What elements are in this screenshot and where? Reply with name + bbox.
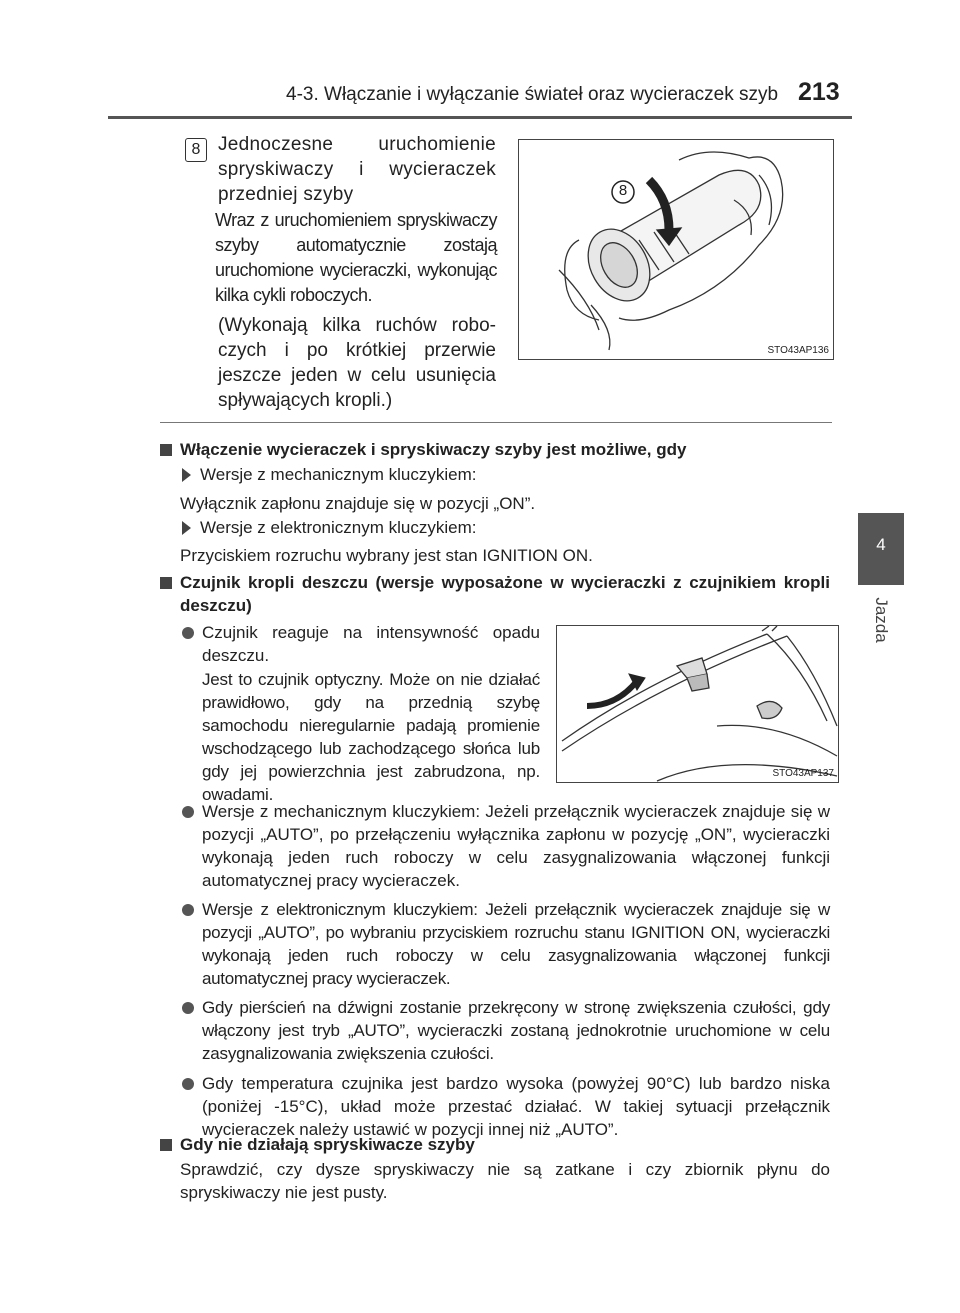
round-bullet-icon xyxy=(182,627,194,639)
section-square-icon xyxy=(160,577,172,589)
triangle-bullet-icon xyxy=(182,468,191,482)
section-square-icon xyxy=(160,1139,172,1151)
figure-code: STO43AP136 xyxy=(767,345,829,356)
item-number-badge: 8 xyxy=(185,138,207,162)
section-divider xyxy=(160,422,832,423)
chapter-label xyxy=(858,590,904,650)
header-title: 4-3. Włączanie i wyłączanie świateł oraz wycieraczek szyb xyxy=(286,84,779,105)
callout-number: 8 xyxy=(618,182,628,199)
bullet-text: Wersje z mechanicznym kluczykiem: Jeżeli przełącznik wycieraczek znajduje się w pozycji „AUTO”, po przełączeniu wyłącznika zapłonu w pozycję „ON”, wycieraczki wykonają jeden ruch roboczy w celu zasygnalizowania włączonej funkcji automatycznej pracy wycieraczek. xyxy=(202,802,830,890)
page-header xyxy=(0,70,960,120)
chapter-label-text: Jazda xyxy=(872,597,891,643)
header-rule xyxy=(108,116,852,119)
windshield-drawing xyxy=(557,626,838,782)
paragraph: Sprawdzić, czy dysze spryskiwaczy nie są zatkane i czy zbiornik płynu do spryskiwaczy nie jest pusty. xyxy=(180,1160,830,1202)
round-bullet-icon xyxy=(182,904,194,916)
bullet-text: Czujnik reaguje na intensywność opadu deszczu. xyxy=(202,623,540,665)
figure-code: STO43AP137 xyxy=(772,768,834,779)
wiper-lever-drawing xyxy=(519,140,833,359)
bullet-text: Gdy pierścień na dźwigni zostanie przekręcony w stronę zwiększenia czułości, gdy włączony jest tryb „AUTO”, wycieraczki zostaną jednokrotnie uruchomione w celu zasygnalizowania zwiększenia czułości. xyxy=(202,998,830,1063)
paragraph: Przyciskiem rozruchu wybrany jest stan IGNITION ON. xyxy=(180,546,593,565)
section-heading: Gdy nie działają spryskiwacze szyby xyxy=(180,1135,475,1154)
round-bullet-icon xyxy=(182,1002,194,1014)
item-note: (Wykonają kilka ruchów roboczych i po krótkiej przerwie jeszcze jeden w celu usunięcia spływających kropli.) xyxy=(218,315,496,411)
round-bullet-icon xyxy=(182,806,194,818)
wiper-lever-illustration xyxy=(518,139,834,360)
chapter-number: 4 xyxy=(876,535,886,554)
chapter-tab xyxy=(858,513,904,585)
section-heading: Czujnik kropli deszczu (wersje wyposażone w wycieraczki z czujnikiem kropli deszczu) xyxy=(180,573,830,615)
rain-sensor-illustration xyxy=(556,625,839,783)
item-description: Wraz z uruchomieniem spryskiwaczy szyby automatycznie zostają uruchomione wycieraczki, wykonując kilka cykli roboczych. xyxy=(215,210,497,305)
item-title: Jednoczesne uruchomienie spryskiwaczy i wycieraczek przedniej szyby xyxy=(218,134,496,205)
round-bullet-icon xyxy=(182,1078,194,1090)
paragraph: Wyłącznik zapłonu znajduje się w pozycji „ON”. xyxy=(180,494,536,513)
section-heading: Włączenie wycieraczek i spryskiwaczy szyby jest możliwe, gdy xyxy=(180,440,687,459)
bullet-text: Gdy temperatura czujnika jest bardzo wysoka (powyżej 90°C) lub bardzo niska (poniżej -15°C), układ może przestać działać. W takiej sytuacji przełącznik wycieraczek należy ustawić w pozycji innej niż „AUTO”. xyxy=(202,1074,830,1139)
section-square-icon xyxy=(160,444,172,456)
bullet-text: Jest to czujnik optyczny. Może on nie działać prawidłowo, gdy na przednią szybę samochodu nieregularnie padają promienie wschodzącego lub zachodzącego słońca lub gdy jej powierzchnia jest zabrudzona, np. owadami. xyxy=(202,670,540,804)
sub-heading: Wersje z mechanicznym kluczykiem: xyxy=(200,465,477,484)
triangle-bullet-icon xyxy=(182,521,191,535)
sub-heading: Wersje z elektronicznym kluczykiem: xyxy=(200,518,477,537)
page-number: 213 xyxy=(798,78,840,106)
bullet-text: Wersje z elektronicznym kluczykiem: Jeżeli przełącznik wycieraczek znajduje się w pozycji „AUTO”, po wybraniu przyciskiem rozruchu stanu IGNITION ON, wycieraczki wykonają jeden ruch roboczy w celu zasygnalizowania włączonej funkcji automatycznej pracy wycieraczek. xyxy=(202,900,830,988)
